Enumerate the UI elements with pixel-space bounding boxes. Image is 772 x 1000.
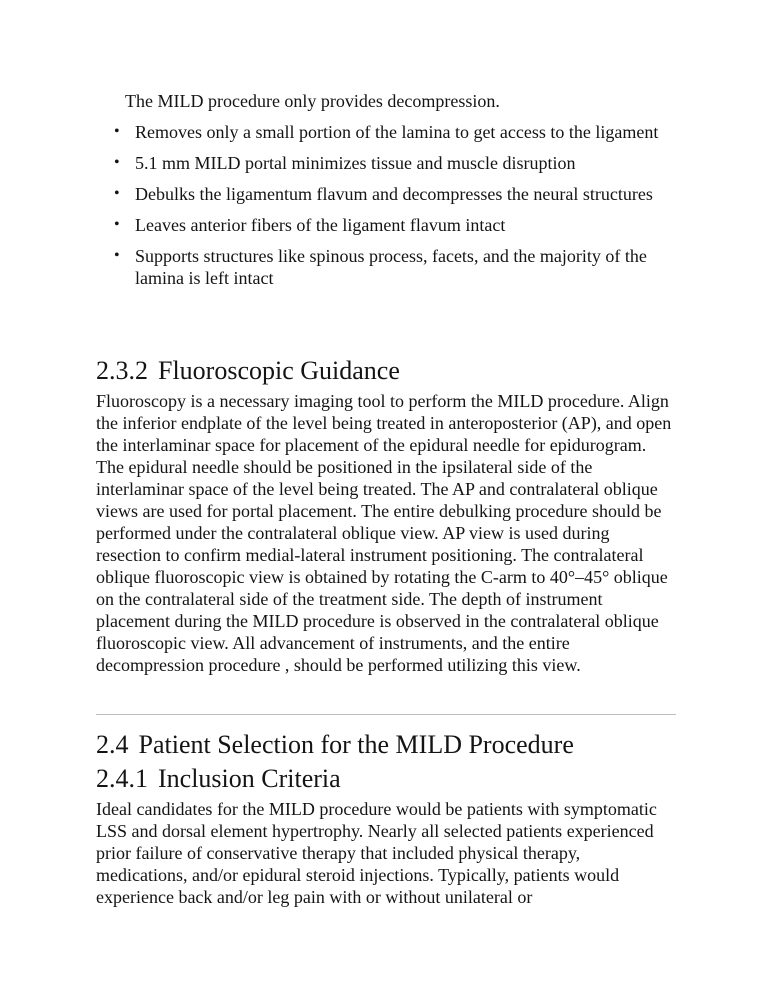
section-title: Patient Selection for the MILD Procedure — [138, 730, 574, 759]
bullet-icon: • — [114, 185, 120, 202]
list-item-text: Leaves anterior fibers of the ligament flavum intact — [135, 215, 506, 235]
list-item-text: Supports structures like spinous process, facets, and the majority of the lamina is left intact — [135, 246, 647, 288]
section-number: 2.4 — [96, 730, 129, 759]
section-title: Fluoroscopic Guidance — [158, 356, 400, 385]
section-heading-2-4-1 — [96, 764, 341, 794]
bullet-icon: • — [114, 216, 120, 233]
bullet-icon: • — [114, 123, 120, 140]
list-item — [112, 245, 682, 289]
section-number: 2.4.1 — [96, 764, 148, 793]
list-item-text: Debulks the ligamentum flavum and decompresses the neural structures — [135, 184, 653, 204]
list-item — [112, 214, 682, 236]
section-heading-2-4 — [96, 730, 574, 760]
fluoroscopic-guidance-paragraph: Fluoroscopy is a necessary imaging tool to perform the MILD procedure. Align the inferior endplate of the level being treated in anteroposterior (AP), and open the interlaminar space for placement of the epidural needle for epidurogram. The epidural needle should be positioned in the ipsilateral side of the interlaminar space of the level being treated. The AP and contralateral oblique views are used for portal placement. The entire debulking procedure should be performed under the contralateral oblique view. AP view is used during resection to confirm medial-lateral instrument positioning. The contralateral oblique fluoroscopic view is obtained by rotating the C-arm to 40°–45° oblique on the contralateral side of the treatment side. The depth of instrument placement during the MILD procedure is observed in the contralateral oblique fluoroscopic view. All advancement of instruments, and the entire decompression procedure , should be performed utilizing this view. — [96, 391, 672, 675]
inclusion-criteria-paragraph: Ideal candidates for the MILD procedure would be patients with symptomatic LSS and dorsal element hypertrophy. Nearly all selected patients experienced prior failure of conservative therapy that included physical therapy, medications, and/or epidural steroid injections. Typically, patients would experience back and/or leg pain with or without unilateral or — [96, 799, 657, 907]
bullet-icon: • — [114, 247, 120, 264]
intro-text: The MILD procedure only provides decompression. — [125, 91, 500, 111]
list-item-text: 5.1 mm MILD portal minimizes tissue and muscle disruption — [135, 153, 576, 173]
section-divider — [96, 714, 676, 715]
list-item — [112, 121, 682, 143]
bullet-icon: • — [114, 154, 120, 171]
section-title: Inclusion Criteria — [158, 764, 341, 793]
bullet-list — [112, 121, 682, 298]
list-item-text: Removes only a small portion of the lamina to get access to the ligament — [135, 122, 659, 142]
list-item — [112, 183, 682, 205]
section-number: 2.3.2 — [96, 356, 148, 385]
list-item — [112, 152, 682, 174]
section-heading-2-3-2 — [96, 356, 400, 386]
